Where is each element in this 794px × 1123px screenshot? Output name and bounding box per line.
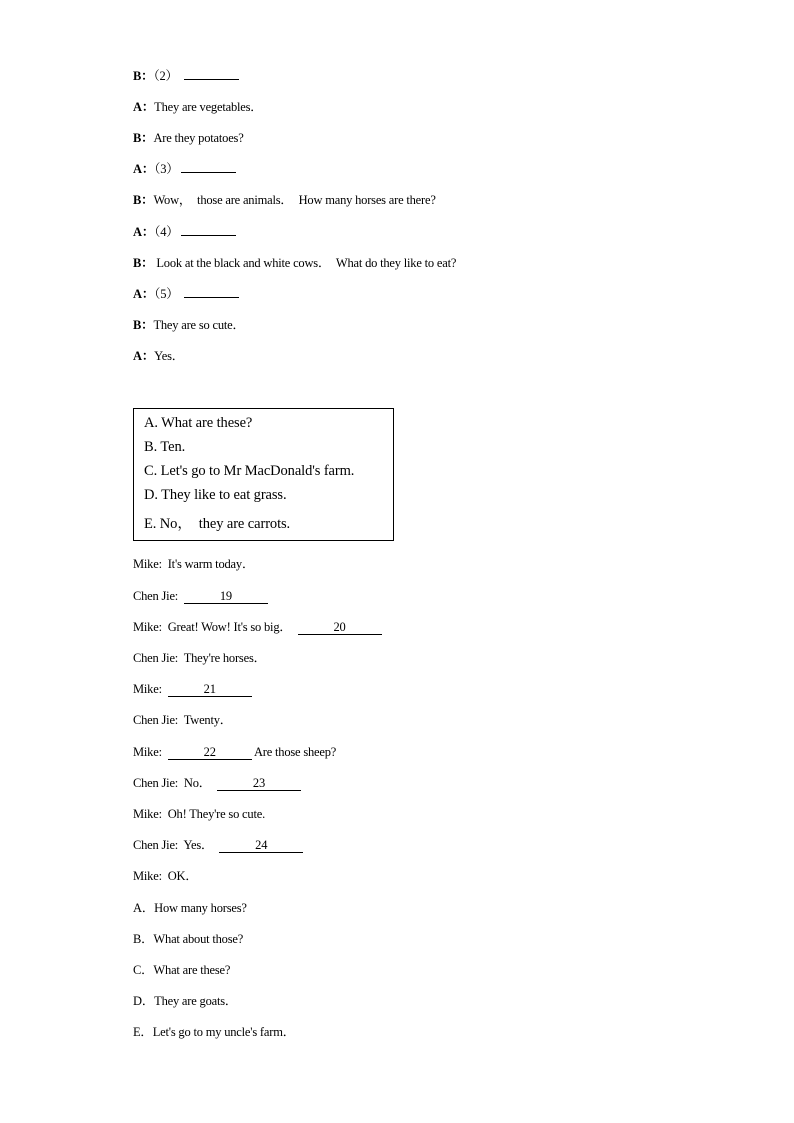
dialog1-line: B：Are they potatoes? — [133, 131, 244, 145]
answer-blank[interactable] — [184, 297, 239, 298]
dialog2-line: Mike: 22 Are those sheep? — [133, 745, 337, 759]
option-c: C. Let's go to Mr MacDonald's farm. — [144, 463, 355, 479]
dialog2-line: Mike: OK． — [133, 869, 198, 883]
answer-blank[interactable] — [181, 235, 236, 236]
dialog1-line: A：（5） — [133, 286, 239, 302]
choice-a: A．How many horses? — [133, 901, 247, 915]
dialog2-line: Mike: Oh! They're so cute. — [133, 807, 266, 821]
answer-blank[interactable] — [184, 79, 239, 80]
dialog2-line: Chen Jie: Yes． 24 — [133, 837, 303, 853]
dialog2-line: Chen Jie: 19 — [133, 588, 268, 604]
answer-blank[interactable]: 23 — [217, 777, 301, 791]
dialog1-line: B： Look at the black and white cows． What do they like to eat? — [133, 256, 457, 270]
dialog1-line: A：（3） — [133, 161, 236, 177]
answer-blank[interactable]: 24 — [219, 839, 303, 853]
dialog1-line: B：Wow， those are animals． How many horses are there? — [133, 193, 436, 207]
dialog2-line: Mike: Great! Wow! It's so big． 20 — [133, 619, 382, 635]
answer-blank[interactable]: 22 — [168, 746, 252, 760]
dialog1-line: B：（2） — [133, 68, 239, 84]
option-a: A. What are these? — [144, 415, 253, 431]
choice-b: B．What about those? — [133, 932, 244, 946]
choice-c: C．What are these? — [133, 963, 231, 977]
choice-e: E．Let's go to my uncle's farm． — [133, 1025, 296, 1039]
dialog1-line: A：（4） — [133, 224, 236, 240]
dialog1-line: B：They are so cute． — [133, 318, 245, 332]
dialog2-line: Mike: 21 — [133, 681, 252, 697]
dialog2-line: Chen Jie: Twenty． — [133, 713, 233, 727]
option-d: D. They like to eat grass. — [144, 487, 287, 503]
dialog2-line: Chen Jie: They're horses． — [133, 651, 266, 665]
option-b: B. Ten. — [144, 439, 186, 455]
options-box — [133, 408, 394, 541]
answer-blank[interactable]: 19 — [184, 590, 268, 604]
dialog2-line: Mike: It's warm today． — [133, 557, 255, 571]
answer-blank[interactable] — [181, 172, 236, 173]
dialog2-line: Chen Jie: No． 23 — [133, 775, 301, 791]
answer-blank[interactable]: 21 — [168, 683, 252, 697]
answer-blank[interactable]: 20 — [298, 621, 382, 635]
choice-d: D．They are goats． — [133, 994, 238, 1008]
dialog1-line: A：They are vegetables． — [133, 100, 263, 114]
option-e: E. No， they are carrots. — [144, 516, 291, 532]
dialog1-line: A：Yes． — [133, 349, 185, 363]
